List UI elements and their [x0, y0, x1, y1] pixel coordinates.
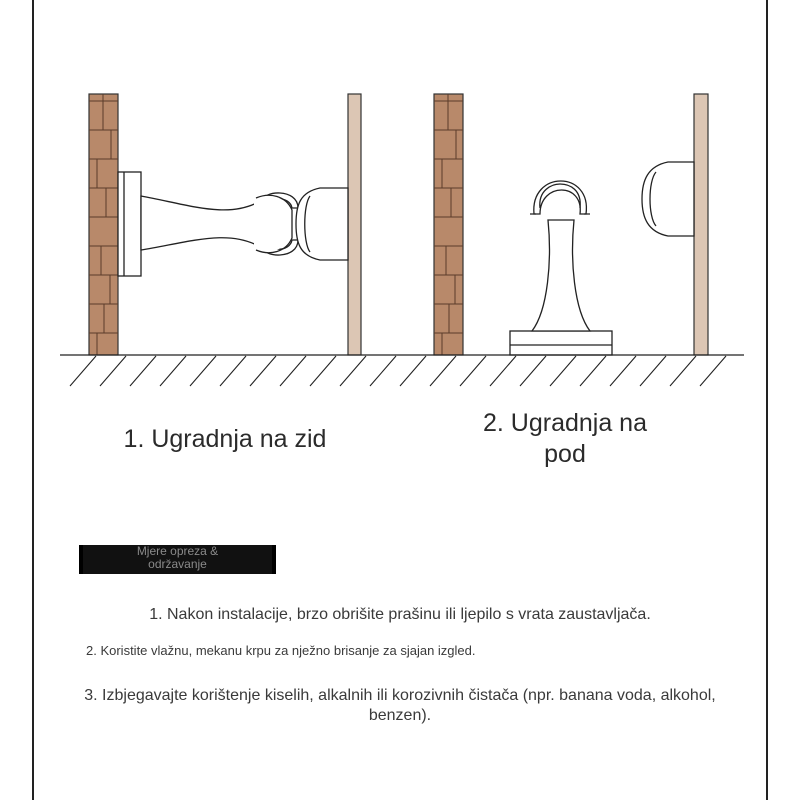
care-note-1: 1. Nakon instalacije, brzo obrišite prašinu ili ljepilo s vrata zaustavljača.	[149, 606, 651, 623]
caption-floor-line1: 2. Ugradnja na	[482, 409, 647, 437]
door-right	[694, 94, 708, 355]
care-badge-line2: održavanje	[148, 557, 207, 571]
door-left	[348, 94, 361, 355]
care-badge-line1: Mjere opreza &	[136, 544, 219, 558]
floor-line	[60, 355, 744, 386]
wall-stopper	[118, 172, 298, 276]
brick-wall-left	[89, 94, 118, 355]
door-catch-left	[296, 188, 348, 260]
floor-stopper	[510, 181, 612, 355]
caption-floor-line2: pod	[544, 440, 586, 468]
floor-mount-scene	[434, 94, 708, 355]
caption-wall-mount: 1. Ugradnja na zid	[123, 425, 327, 453]
wall-mount-scene	[89, 94, 361, 355]
care-section-badge	[79, 545, 276, 574]
brick-wall-right	[434, 94, 463, 355]
care-note-2: 2. Koristite vlažnu, mekanu krpu za nježno brisanje za sjajan izgled.	[86, 643, 476, 658]
caption-floor-mount	[455, 408, 675, 470]
care-note-3: 3. Izbjegavajte korištenje kiselih, alkalnih ili korozivnih čistača (npr. banana voda, alkohol, benzen).	[84, 687, 716, 724]
door-catch-right	[642, 162, 694, 236]
